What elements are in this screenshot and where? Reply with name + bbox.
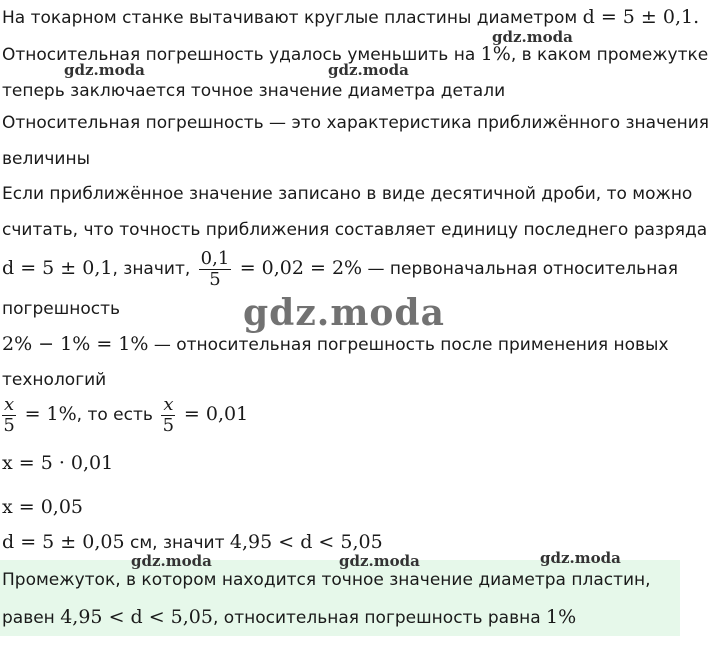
formula: d = 5 ± 0,1 bbox=[2, 257, 113, 279]
step-text: технологий bbox=[2, 370, 107, 390]
step-text: см, значит bbox=[124, 533, 225, 553]
answer-text: равен bbox=[2, 608, 55, 628]
formula: x = 0,05 bbox=[2, 496, 84, 518]
formula: 4,95 < d < 5,05 bbox=[229, 531, 383, 553]
step-4 bbox=[2, 452, 113, 475]
definition-line-2 bbox=[2, 148, 90, 170]
fraction bbox=[2, 395, 16, 436]
step-6 bbox=[2, 531, 383, 554]
watermark: gdz.moda bbox=[131, 552, 212, 570]
step-2-cont bbox=[2, 369, 106, 391]
problem-formula: 1% bbox=[480, 43, 511, 65]
step-text: — относительная погрешность после применения новых bbox=[148, 335, 669, 355]
fraction-denominator: 5 bbox=[162, 414, 175, 436]
watermark: gdz.moda bbox=[492, 28, 573, 46]
definition-text: Если приближённое значение записано в виде десятичной дроби, то можно bbox=[2, 184, 693, 204]
formula: 2% − 1% = 1% bbox=[2, 333, 149, 355]
definition-text: Относительная погрешность — это характеристика приближённого значения bbox=[2, 113, 709, 133]
watermark: gdz.moda bbox=[540, 549, 621, 567]
formula: = 0,02 = 2% bbox=[239, 257, 363, 279]
step-2 bbox=[2, 333, 669, 356]
formula: 1% bbox=[546, 606, 577, 628]
watermark: gdz.moda bbox=[64, 61, 145, 79]
fraction-denominator: 5 bbox=[3, 414, 15, 436]
problem-text: Относительная погрешность удалось уменьшить на bbox=[2, 45, 476, 65]
watermark-large: gdz.moda bbox=[243, 292, 445, 334]
fraction-numerator: 0,1 bbox=[200, 247, 230, 269]
definition-text: считать, что точность приближения составляет единицу последнего разряда bbox=[2, 220, 708, 240]
problem-text: теперь заключается точное значение диаметра детали bbox=[2, 81, 506, 101]
watermark: gdz.moda bbox=[328, 61, 409, 79]
formula: d = 5 ± 0,05 bbox=[2, 531, 125, 553]
definition-text: величины bbox=[2, 149, 91, 169]
fraction-numerator: x bbox=[4, 393, 15, 415]
formula: 4,95 < d < 5,05 bbox=[60, 606, 213, 628]
answer-line-1 bbox=[2, 569, 651, 591]
definition-line-3 bbox=[2, 183, 692, 205]
fraction-denominator: 5 bbox=[209, 268, 221, 290]
answer-text: Промежуток, в котором находится точное значение диаметра пластин, bbox=[2, 570, 651, 590]
formula: = 0,01 bbox=[183, 403, 249, 425]
problem-text: На токарном станке вытачивают круглые пластины диаметром bbox=[2, 8, 578, 28]
watermark: gdz.moda bbox=[339, 552, 420, 570]
step-3 bbox=[2, 390, 248, 439]
definition-line-1 bbox=[2, 112, 709, 134]
formula: x = 5 · 0,01 bbox=[2, 452, 114, 474]
step-5 bbox=[2, 496, 83, 519]
definition-line-4 bbox=[2, 219, 707, 241]
fraction bbox=[161, 395, 175, 436]
step-text: погрешность bbox=[2, 299, 121, 319]
step-text: — первоначальная относительная bbox=[362, 259, 678, 279]
problem-formula: d = 5 ± 0,1. bbox=[582, 6, 700, 28]
problem-line-1 bbox=[2, 6, 699, 29]
step-text: , значит, bbox=[112, 259, 191, 279]
fraction-numerator: x bbox=[163, 393, 174, 415]
problem-text: , в каком промежутке bbox=[510, 45, 709, 65]
answer-line-2 bbox=[2, 606, 576, 629]
fraction bbox=[199, 249, 232, 290]
step-text: , то есть bbox=[76, 405, 153, 425]
step-1 bbox=[2, 244, 678, 293]
step-1-cont bbox=[2, 298, 120, 320]
formula: = 1% bbox=[24, 403, 77, 425]
problem-line-3 bbox=[2, 80, 505, 102]
answer-text: , относительная погрешность равна bbox=[213, 608, 541, 628]
